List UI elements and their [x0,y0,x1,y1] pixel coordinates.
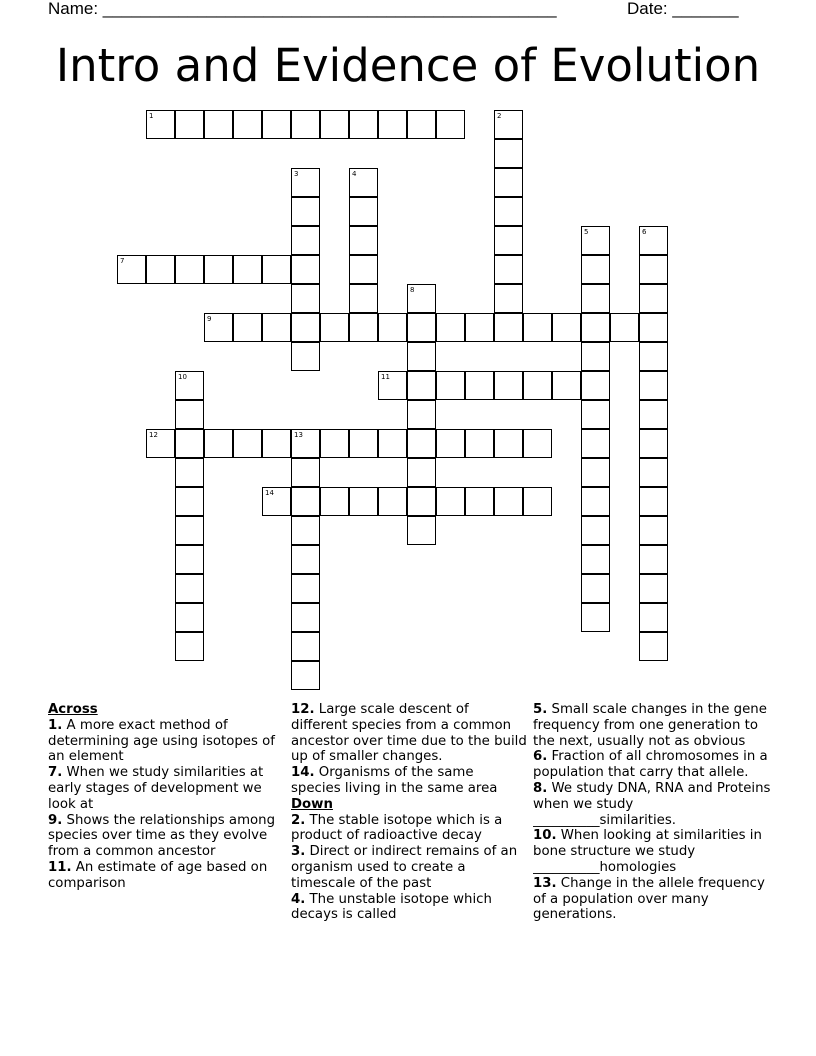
crossword-cell[interactable] [494,487,523,516]
crossword-cell[interactable] [175,516,204,545]
crossword-cell[interactable] [291,545,320,574]
crossword-cell[interactable] [291,429,320,458]
crossword-cell[interactable] [175,574,204,603]
clue-number: 10 [178,373,187,381]
crossword-cell[interactable] [581,400,610,429]
crossword-cell[interactable] [407,284,436,313]
crossword-cell[interactable] [581,226,610,255]
crossword-cell[interactable] [175,400,204,429]
crossword-cell[interactable] [523,371,552,400]
crossword-cell[interactable] [378,110,407,139]
clue-number: 5 [584,228,589,236]
crossword-cell[interactable] [291,255,320,284]
clue-number: 1 [149,112,154,120]
crossword-cell[interactable] [581,371,610,400]
crossword-cell[interactable] [262,487,291,516]
crossword-cell[interactable] [349,487,378,516]
crossword-cell[interactable] [552,313,581,342]
crossword-cell[interactable] [581,516,610,545]
crossword-cell[interactable] [465,313,494,342]
clue-number: 2 [497,112,502,120]
crossword-cell[interactable] [581,603,610,632]
crossword-cell[interactable] [291,284,320,313]
page-title: Intro and Evidence of Evolution [55,39,761,92]
crossword-cell[interactable] [407,110,436,139]
across-heading: Across [48,702,98,717]
crossword-cell[interactable] [291,197,320,226]
clue-number: 6 [642,228,647,236]
crossword-cell[interactable] [639,516,668,545]
crossword-cell[interactable] [262,429,291,458]
crossword-cell[interactable] [494,371,523,400]
crossword-cell[interactable] [494,226,523,255]
crossword-cell[interactable] [175,371,204,400]
crossword-cell[interactable] [494,255,523,284]
crossword-cell[interactable] [407,458,436,487]
crossword-cell[interactable] [291,313,320,342]
clue-number: 3 [294,170,299,178]
crossword-cell[interactable] [581,313,610,342]
clue-down-13: 13. Change in the allele frequency of a population over many generations. [533,875,765,923]
crossword-cell[interactable] [407,313,436,342]
crossword-cell[interactable] [639,603,668,632]
crossword-cell[interactable] [465,487,494,516]
clue-down-5: 5. Small scale changes in the gene frequency from one generation to the next, usually not as obvious [533,702,767,749]
crossword-cell[interactable] [639,255,668,284]
crossword-cell[interactable] [204,313,233,342]
crossword-cell[interactable] [494,110,523,139]
crossword-cell[interactable] [639,226,668,255]
crossword-cell[interactable] [320,487,349,516]
crossword-cell[interactable] [175,603,204,632]
clue-number: 11 [381,373,390,381]
crossword-cell[interactable] [349,226,378,255]
crossword-cell[interactable] [581,487,610,516]
date-field-label[interactable]: Date: _______ [627,0,739,18]
clue-down-8: 8. We study DNA, RNA and Proteins when we study __________similarities. [533,780,771,828]
crossword-cell[interactable] [465,429,494,458]
clue-across-12: 12. Large scale descent of different species from a common ancestor over time due to the build up of smaller changes. [291,702,527,765]
crossword-cell[interactable] [233,110,262,139]
crossword-cell[interactable] [407,400,436,429]
crossword-cell[interactable] [291,516,320,545]
clue-number: 7 [120,257,125,265]
crossword-cell[interactable] [175,255,204,284]
crossword-cell[interactable] [407,371,436,400]
crossword-cell[interactable] [204,429,233,458]
crossword-cell[interactable] [262,313,291,342]
crossword-cell[interactable] [407,429,436,458]
crossword-cell[interactable] [407,516,436,545]
crossword-cell[interactable] [291,458,320,487]
crossword-cell[interactable] [378,487,407,516]
clue-number: 14 [265,489,274,497]
clue-across-9: 9. Shows the relationships among species over time as they evolve from a common ancestor [48,812,276,860]
crossword-cell[interactable] [581,458,610,487]
crossword-cell[interactable] [610,313,639,342]
crossword-cell[interactable] [175,429,204,458]
crossword-cell[interactable] [436,313,465,342]
crossword-cell[interactable] [581,574,610,603]
crossword-cell[interactable] [581,429,610,458]
crossword-cell[interactable] [581,284,610,313]
crossword-cell[interactable] [523,487,552,516]
crossword-cell[interactable] [581,545,610,574]
clue-across-1: 1. A more exact method of determining age using isotopes of an element [48,717,275,765]
crossword-cell[interactable] [581,342,610,371]
crossword-cell[interactable] [494,197,523,226]
crossword-cell[interactable] [320,313,349,342]
crossword-cell[interactable] [349,255,378,284]
crossword-cell[interactable] [146,255,175,284]
crossword-cell[interactable] [349,197,378,226]
crossword-cell[interactable] [639,574,668,603]
crossword-cell[interactable] [639,313,668,342]
crossword-cell[interactable] [175,545,204,574]
crossword-cell[interactable] [552,371,581,400]
crossword-cell[interactable] [523,313,552,342]
crossword-cell[interactable] [291,168,320,197]
crossword-cell[interactable] [436,487,465,516]
crossword-cell[interactable] [175,632,204,661]
name-field-label[interactable]: Name: ________________________________________________ [48,0,557,18]
crossword-cell[interactable] [233,255,262,284]
crossword-cell[interactable] [175,110,204,139]
crossword-cell[interactable] [639,632,668,661]
crossword-cell[interactable] [523,429,552,458]
crossword-cell[interactable] [407,342,436,371]
crossword-cell[interactable] [291,110,320,139]
crossword-cell[interactable] [175,458,204,487]
clue-number: 4 [352,170,357,178]
crossword-cell[interactable] [378,429,407,458]
down-heading: Down [291,796,333,812]
crossword-cell[interactable] [291,574,320,603]
crossword-cell[interactable] [378,371,407,400]
clue-down-10: 10. When looking at similarities in bone structure we study __________homologies [533,828,762,875]
crossword-cell[interactable] [349,168,378,197]
clues-column-1 [48,702,284,892]
crossword-cell[interactable] [117,255,146,284]
crossword-cell[interactable] [204,110,233,139]
clues-column-2 [291,702,527,923]
crossword-cell[interactable] [349,313,378,342]
crossword-cell[interactable] [436,429,465,458]
crossword-cell[interactable] [233,429,262,458]
crossword-cell[interactable] [436,110,465,139]
crossword-cell[interactable] [494,284,523,313]
clue-down-3: 3. Direct or indirect remains of an organism used to create a timescale of the past [291,844,518,891]
crossword-cell[interactable] [494,139,523,168]
crossword-cell[interactable] [639,458,668,487]
clue-number: 8 [410,286,415,294]
crossword-cell[interactable] [291,661,320,690]
crossword-cell[interactable] [494,313,523,342]
crossword-cell[interactable] [204,255,233,284]
clues-column-3 [533,702,771,956]
crossword-cell[interactable] [639,545,668,574]
crossword-cell[interactable] [349,429,378,458]
crossword-cell[interactable] [639,400,668,429]
crossword-cell[interactable] [494,429,523,458]
crossword-cell[interactable] [378,313,407,342]
crossword-cell[interactable] [291,487,320,516]
crossword-cell[interactable] [320,429,349,458]
crossword-cell[interactable] [349,110,378,139]
crossword-cell[interactable] [494,168,523,197]
crossword-cell[interactable] [262,255,291,284]
clue-across-7: 7. When we study similarities at early stages of development we look at [48,765,264,812]
crossword-cell[interactable] [291,603,320,632]
clue-across-14: 14. Organisms of the same species living in the same area [291,765,498,796]
crossword-cell[interactable] [349,284,378,313]
crossword-cell[interactable] [639,284,668,313]
clue-number: 9 [207,315,212,323]
crossword-cell[interactable] [320,110,349,139]
crossword-cell[interactable] [639,371,668,400]
crossword-cell[interactable] [639,429,668,458]
clue-down-2: 2. The stable isotope which is a product of radioactive decay [291,812,503,844]
crossword-cell[interactable] [639,487,668,516]
crossword-cell[interactable] [233,313,262,342]
crossword-cell[interactable] [175,487,204,516]
crossword-cell[interactable] [262,110,291,139]
clue-number: 13 [294,431,303,439]
clue-number: 12 [149,431,158,439]
crossword-cell[interactable] [407,487,436,516]
crossword-cell[interactable] [436,371,465,400]
crossword-cell[interactable] [291,226,320,255]
clue-down-4: 4. The unstable isotope which decays is called [291,891,492,923]
crossword-cell[interactable] [146,429,175,458]
clue-down-6: 6. Fraction of all chromosomes in a population that carry that allele. [533,749,768,781]
crossword-cell[interactable] [291,632,320,661]
crossword-cell[interactable] [581,255,610,284]
crossword-cell[interactable] [639,342,668,371]
crossword-cell[interactable] [465,371,494,400]
crossword-cell[interactable] [291,342,320,371]
clue-across-11: 11. An estimate of age based on comparison [48,859,268,891]
crossword-cell[interactable] [146,110,175,139]
